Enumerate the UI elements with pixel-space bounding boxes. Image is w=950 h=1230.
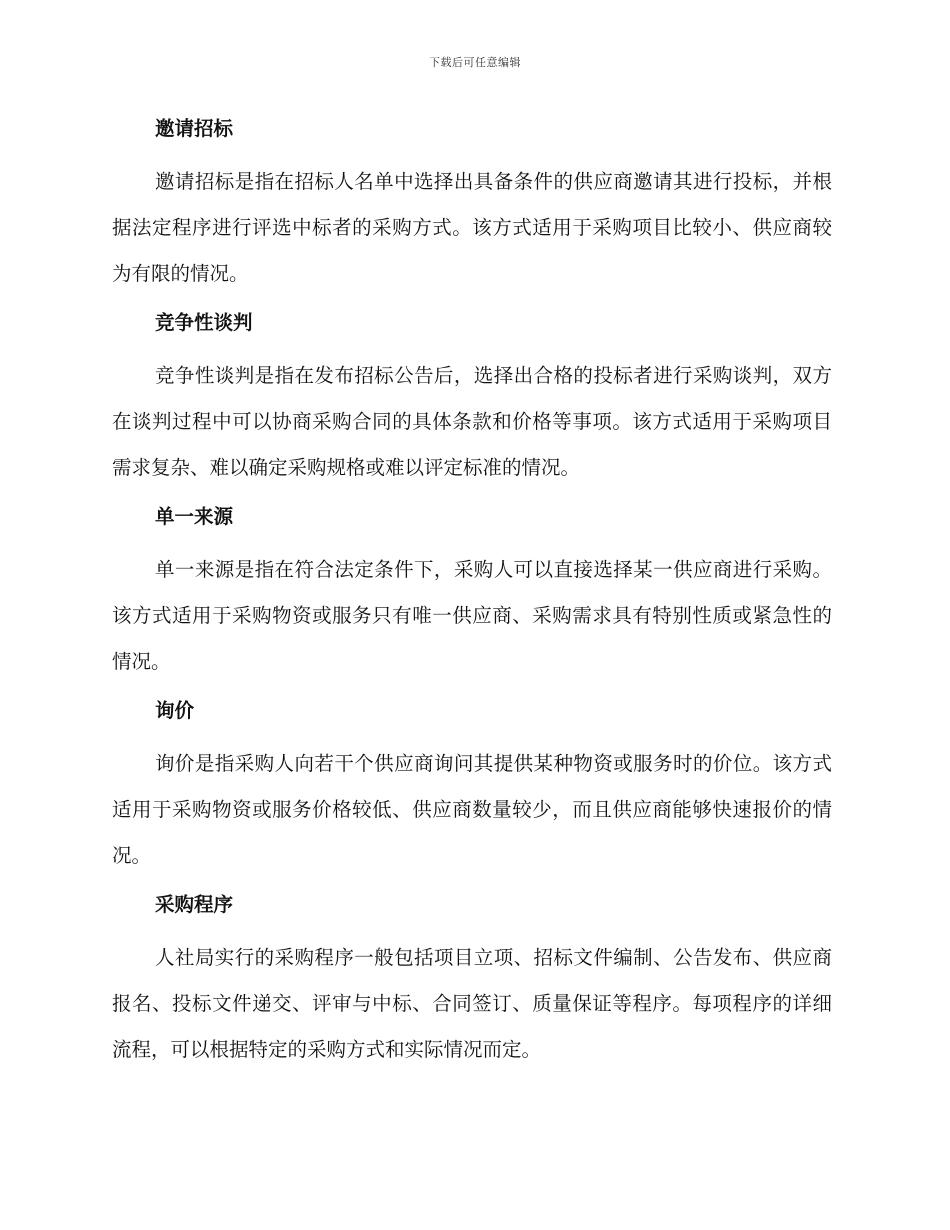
section-single-source (112, 497, 832, 685)
section-heading: 竞争性谈判 (155, 311, 253, 334)
section-invited-bidding (112, 109, 832, 297)
section-heading: 单一来源 (155, 505, 234, 528)
section-competitive-negotiation (112, 303, 832, 491)
section-paragraph: 竞争性谈判是指在发布招标公告后，选择出合格的投标者进行采购谈判，双方在谈判过程中可以协商采购合同的具体条款和价格等事项。该方式适用于采购项目需求复杂、难以确定采购规格或难以评定标准的情况。 (112, 364, 832, 479)
section-heading: 邀请招标 (155, 117, 234, 140)
section-paragraph: 人社局实行的采购程序一般包括项目立项、招标文件编制、公告发布、供应商报名、投标文件递交、评审与中标、合同签订、质量保证等程序。每项程序的详细流程，可以根据特定的采购方式和实际情况而定。 (112, 946, 832, 1061)
section-paragraph: 询价是指采购人向若干个供应商询问其提供某种物资或服务时的价位。该方式适用于采购物资或服务价格较低、供应商数量较少，而且供应商能够快速报价的情况。 (112, 752, 832, 867)
section-heading: 采购程序 (155, 893, 234, 916)
section-paragraph: 单一来源是指在符合法定条件下，采购人可以直接选择某一供应商进行采购。该方式适用于采购物资或服务只有唯一供应商、采购需求具有特别性质或紧急性的情况。 (112, 558, 832, 673)
document-body (112, 109, 832, 1079)
section-heading: 询价 (155, 699, 195, 722)
section-inquiry (112, 691, 832, 879)
page-header-note: 下载后可任意编辑 (429, 56, 521, 69)
section-paragraph: 邀请招标是指在招标人名单中选择出具备条件的供应商邀请其进行投标，并根据法定程序进行评选中标者的采购方式。该方式适用于采购项目比较小、供应商较为有限的情况。 (112, 170, 832, 285)
section-procurement-procedure (112, 885, 832, 1073)
